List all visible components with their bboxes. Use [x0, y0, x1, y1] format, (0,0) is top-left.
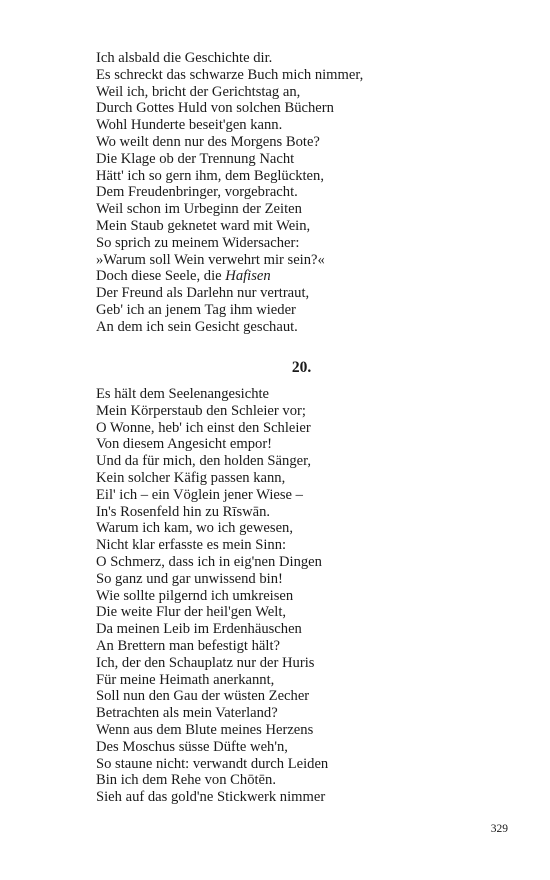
- verse-line: Von diesem Angesicht empor!: [96, 436, 273, 453]
- poem-stanza-2: [96, 386, 516, 806]
- verse-line: Der Freund als Darlehn nur vertraut,: [96, 285, 310, 302]
- verse-line: In's Rosenfeld hin zu Rīswān.: [96, 503, 271, 520]
- verse-line: Wie sollte pilgernd ich umkreisen: [96, 587, 294, 604]
- verse-line: Geb' ich an jenem Tag ihm wieder: [96, 301, 296, 318]
- verse-line: Hätt' ich so gern ihm, dem Beglückten,: [96, 167, 324, 184]
- verse-line: Weil ich, bricht der Gerichtstag an,: [96, 83, 301, 100]
- verse-line: Soll nun den Gau der wüsten Zecher: [96, 688, 310, 705]
- verse-line: Kein solcher Käfig passen kann,: [96, 469, 286, 486]
- verse-line: »Warum soll Wein verwehrt mir sein?«: [96, 251, 325, 268]
- verse-line: Ich, der den Schauplatz nur der Huris: [96, 654, 315, 671]
- page-number: 329: [490, 823, 508, 835]
- verse-line: Nicht klar erfasste es mein Sinn:: [96, 537, 287, 554]
- verse-line: Des Moschus süsse Düfte weh'n,: [96, 738, 288, 755]
- verse-line: Eil' ich – ein Vöglein jener Wiese –: [96, 486, 303, 503]
- verse-line: Es schreckt das schwarze Buch mich nimmer,: [96, 66, 364, 83]
- verse-line: Wo weilt denn nur des Morgens Bote?: [96, 133, 320, 150]
- verse-line: Weil schon im Urbeginn der Zeiten: [96, 201, 302, 218]
- verse-line: Wohl Hunderte beseit'gen kann.: [96, 117, 283, 134]
- poem-stanza-1: [96, 50, 516, 336]
- verse-line: Wenn aus dem Blute meines Herzens: [96, 721, 314, 738]
- verse-line: Bin ich dem Rehe von Chōtēn.: [96, 772, 276, 789]
- verse-line: Mein Staub geknetet ward mit Wein,: [96, 217, 311, 234]
- verse-line: So ganz und gar unwissend bin!: [96, 570, 283, 587]
- verse-line: Die weite Flur der heil'gen Welt,: [96, 604, 287, 621]
- verse-line: O Schmerz, dass ich in eig'nen Dingen: [96, 553, 322, 570]
- verse-line: Mein Körperstaub den Schleier vor;: [96, 402, 306, 419]
- verse-line: Die Klage ob der Trennung Nacht: [96, 150, 295, 167]
- verse-line: Es hält dem Seelenangesichte: [96, 386, 270, 402]
- verse-line: [96, 268, 516, 285]
- verse-line: Durch Gottes Huld von solchen Büchern: [96, 100, 334, 117]
- verse-line: An Brettern man befestigt hält?: [96, 637, 280, 654]
- verse-line: So staune nicht: verwandt durch Leiden: [96, 755, 329, 772]
- verse-line: An dem ich sein Gesicht geschaut.: [96, 318, 298, 335]
- verse-line: Betrachten als mein Vaterland?: [96, 705, 278, 722]
- verse-line: Warum ich kam, wo ich gewesen,: [96, 520, 293, 537]
- verse-line: Ich alsbald die Geschichte dir.: [96, 50, 273, 66]
- verse-line: Sieh auf das gold'ne Stickwerk nimmer: [96, 789, 326, 806]
- verse-line: Da meinen Leib im Erdenhäuschen: [96, 621, 302, 638]
- verse-line-text: Doch diese Seele, die: [96, 268, 226, 285]
- verse-line: O Wonne, heb' ich einst den Schleier: [96, 419, 311, 436]
- verse-line: Dem Freudenbringer, vorgebracht.: [96, 184, 298, 201]
- verse-line: So sprich zu meinem Widersacher:: [96, 234, 300, 251]
- poem-number-heading: 20.: [291, 359, 312, 376]
- verse-line: Und da für mich, den holden Sänger,: [96, 453, 312, 470]
- verse-line: Für meine Heimath anerkannt,: [96, 671, 275, 688]
- poet-name-italic: Hafisen: [225, 268, 271, 285]
